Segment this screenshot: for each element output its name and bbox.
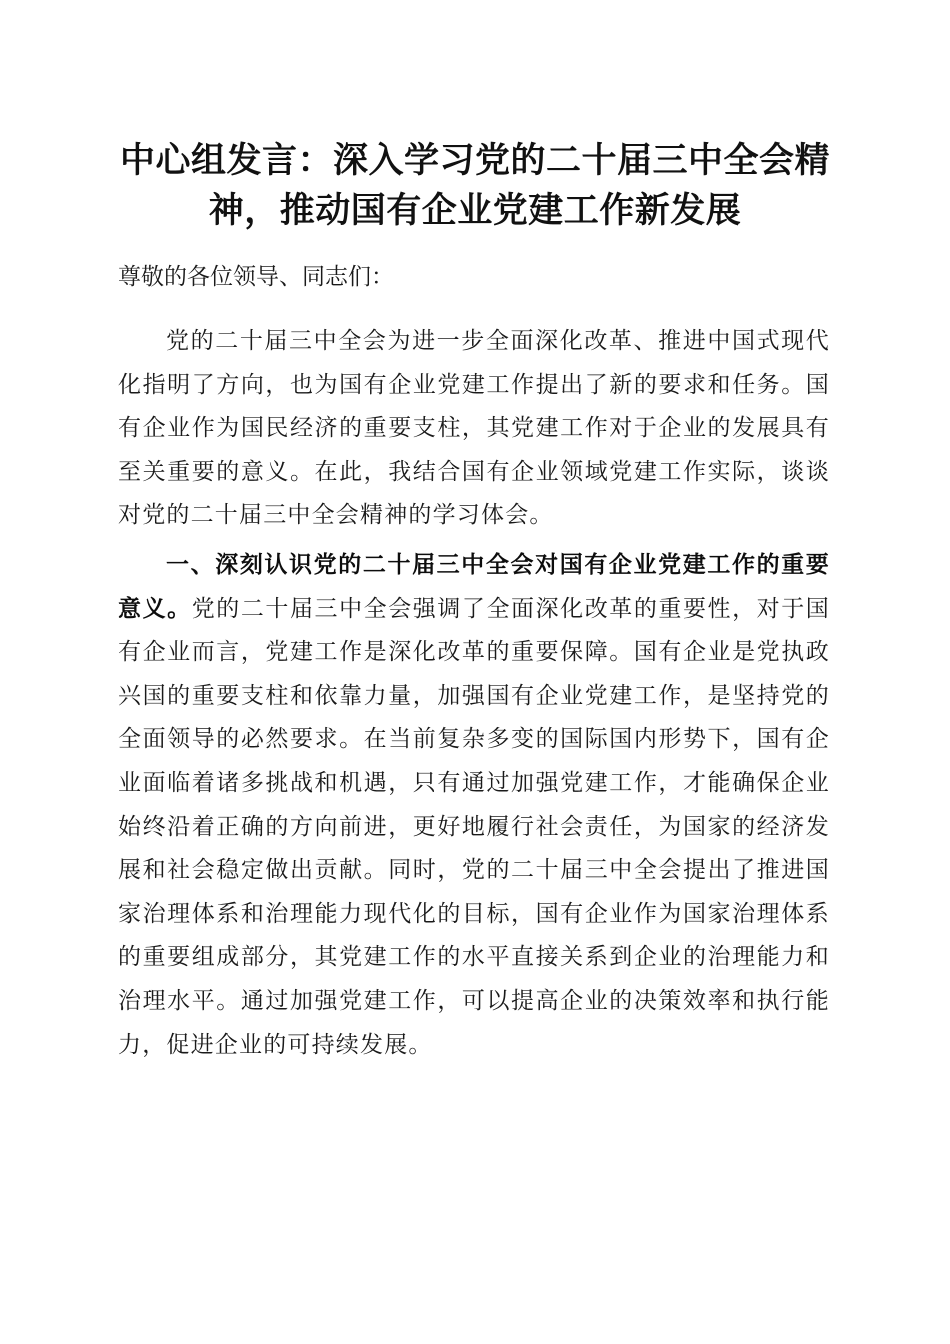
section-one-body: 党的二十届三中全会强调了全面深化改革的重要性，对于国有企业而言，党建工作是深化改革的重要保障。国有企业是党执政兴国的重要支柱和依靠力量，加强国有企业党建工作，是坚持党的全面领导的必然要求。在当前复杂多变的国际国内形势下，国有企业面临着诸多挑战和机遇，只有通过加强党建工作，才能确保企业始终沿着正确的方向前进，更好地履行社会责任，为国家的经济发展和社会稳定做出贡献。同时，党的二十届三中全会提出了推进国家治理体系和治理能力现代化的目标，国有企业作为国家治理体系的重要组成部分，其党建工作的水平直接关系到企业的治理能力和治理水平。通过加强党建工作，可以提高企业的决策效率和执行能力，促进企业的可持续发展。: [118, 595, 830, 1058]
section-one-heading: 一、深刻认识党的二十届三中全会对国有企业党建工作的重要意义。: [118, 552, 830, 622]
paragraph-intro: 党的二十届三中全会为进一步全面深化改革、推进中国式现代化指明了方向，也为国有企业党建工作提出了新的要求和任务。国有企业作为国民经济的重要支柱，其党建工作对于企业的发展具有至关重要的意义。在此，我结合国有企业领域党建工作实际，谈谈对党的二十届三中全会精神的学习体会。: [118, 328, 830, 529]
salutation: 尊敬的各位领导、同志们：: [118, 264, 394, 290]
paragraph-section-one: [118, 544, 830, 1067]
document-title: 中心组发言：深入学习党的二十届三中全会精神，推动国有企业党建工作新发展: [119, 140, 830, 231]
